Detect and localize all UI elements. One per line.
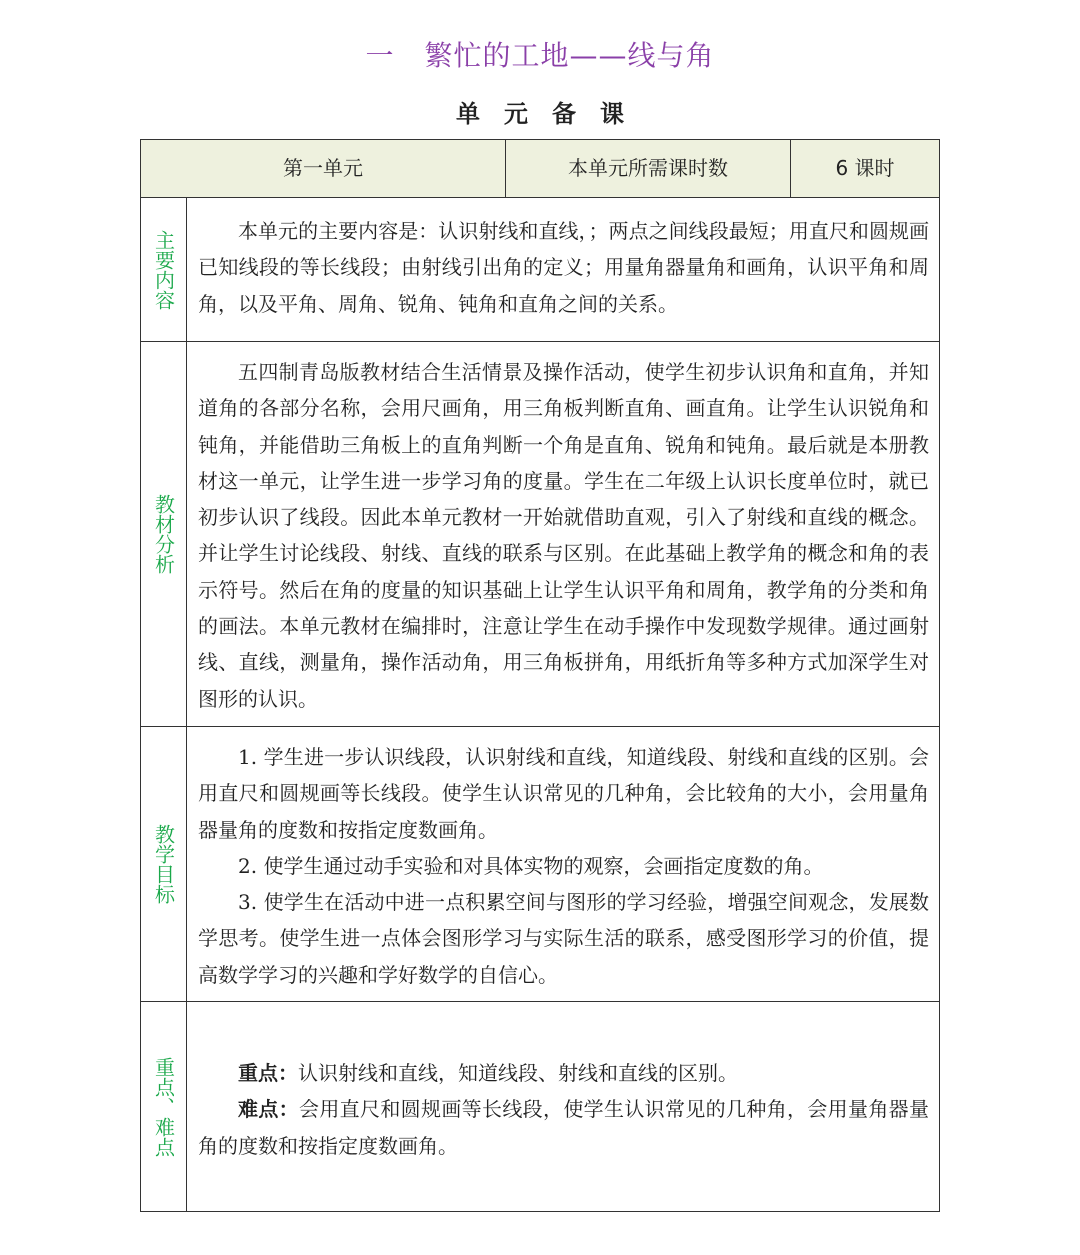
key-points-text-cell	[198, 1055, 929, 1164]
lesson-plan-table	[140, 139, 940, 1212]
teaching-goals-row	[141, 727, 939, 1002]
main-content-label: 主要内容	[151, 229, 176, 310]
main-content-text: 本单元的主要内容是：认识射线和直线，；两点之间线段最短；用直尺和圆规画已知线段的等长线段；由射线引出角的定义；用量角器量角和画角，认识平角和周角，以及平角、周角、锐角、钝角和直角之间的关系。	[198, 219, 929, 316]
material-analysis-text: 五四制青岛版教材结合生活情景及操作活动，使学生初步认识角和直角，并知道角的各部分名称，会用尺画角，用三角板判断直角、画直角。让学生认识锐角和钝角，并能借助三角板上的直角判断一个角是直角、锐角和钝角。最后就是本册教材这一单元，让学生进一步学习角的度量。学生在二年级上认识长度单位时，就已初步认识了线段。因此本单元教材一开始就借助直观，引入了射线和直线的概念。并让学生讨论线段、射线、直线的联系与区别。在此基础上教学角的概念和角的表示符号。然后在角的度量的知识基础上让学生认识平角和周角，教学角的分类和角的画法。本单元教材在编排时，注意让学生在动手操作中发现数学规律。通过画射线、直线，测量角，操作活动角，用三角板拼角，用纸折角等多种方式加深学生对图形的认识。	[198, 360, 929, 711]
goal-item-2: 2. 使学生通过动手实验和对具体实物的观察，会画指定度数的角。	[238, 853, 824, 878]
material-analysis-row	[141, 342, 939, 727]
main-content-row	[141, 198, 939, 342]
hours-value-cell: 6 课时	[835, 156, 895, 180]
main-content-text-cell	[198, 213, 929, 322]
hours-label-cell: 本单元所需课时数	[506, 140, 791, 197]
difficult-point-text: 会用直尺和圆规画等长线段，使学生认识常见的几种角，会用量角器量角的度数和按指定度数画角。	[198, 1097, 929, 1158]
main-content-label-cell	[141, 198, 187, 341]
key-point-label: 重点：	[238, 1061, 298, 1085]
material-analysis-text-cell	[198, 354, 929, 717]
key-point-paragraph	[198, 1055, 929, 1091]
key-points-label: 重点、难点	[151, 1056, 176, 1157]
teaching-goals-label-cell	[141, 727, 187, 1001]
key-point-text: 认识射线和直线，知道线段、射线和直线的区别。	[298, 1061, 738, 1085]
teaching-goals-text-cell	[198, 739, 929, 993]
teaching-goals-label: 教学目标	[151, 824, 176, 904]
key-points-label-cell	[141, 1002, 187, 1211]
goal-item-1: 1. 学生进一步认识线段，认识射线和直线，知道线段、射线和直线的区别。会用直尺和圆规画等长线段。使学生认识常见的几种角，会比较角的大小，会用量角器量角的度数和按指定度数画角。	[198, 745, 929, 842]
chapter-number: 一	[365, 39, 395, 72]
key-points-row	[141, 1002, 939, 1211]
material-analysis-label-cell	[141, 342, 187, 726]
page-subtitle: 单元备课	[456, 100, 648, 128]
goal-item-3: 3. 使学生在活动中进一点积累空间与图形的学习经验，增强空间观念，发展数学思考。使学生进一点体会图形学习与实际生活的联系，感受图形学习的价值，提高数学学习的兴趣和学好数学的自信心。	[198, 890, 929, 987]
unit-cell: 第一单元	[141, 140, 506, 197]
difficult-point-paragraph	[198, 1091, 929, 1164]
table-header-row	[141, 140, 939, 198]
page-title	[0, 34, 1080, 74]
difficult-point-label: 难点：	[238, 1097, 299, 1122]
chapter-title: 繁忙的工地——线与角	[424, 39, 715, 72]
material-analysis-label: 教材分析	[151, 494, 176, 574]
